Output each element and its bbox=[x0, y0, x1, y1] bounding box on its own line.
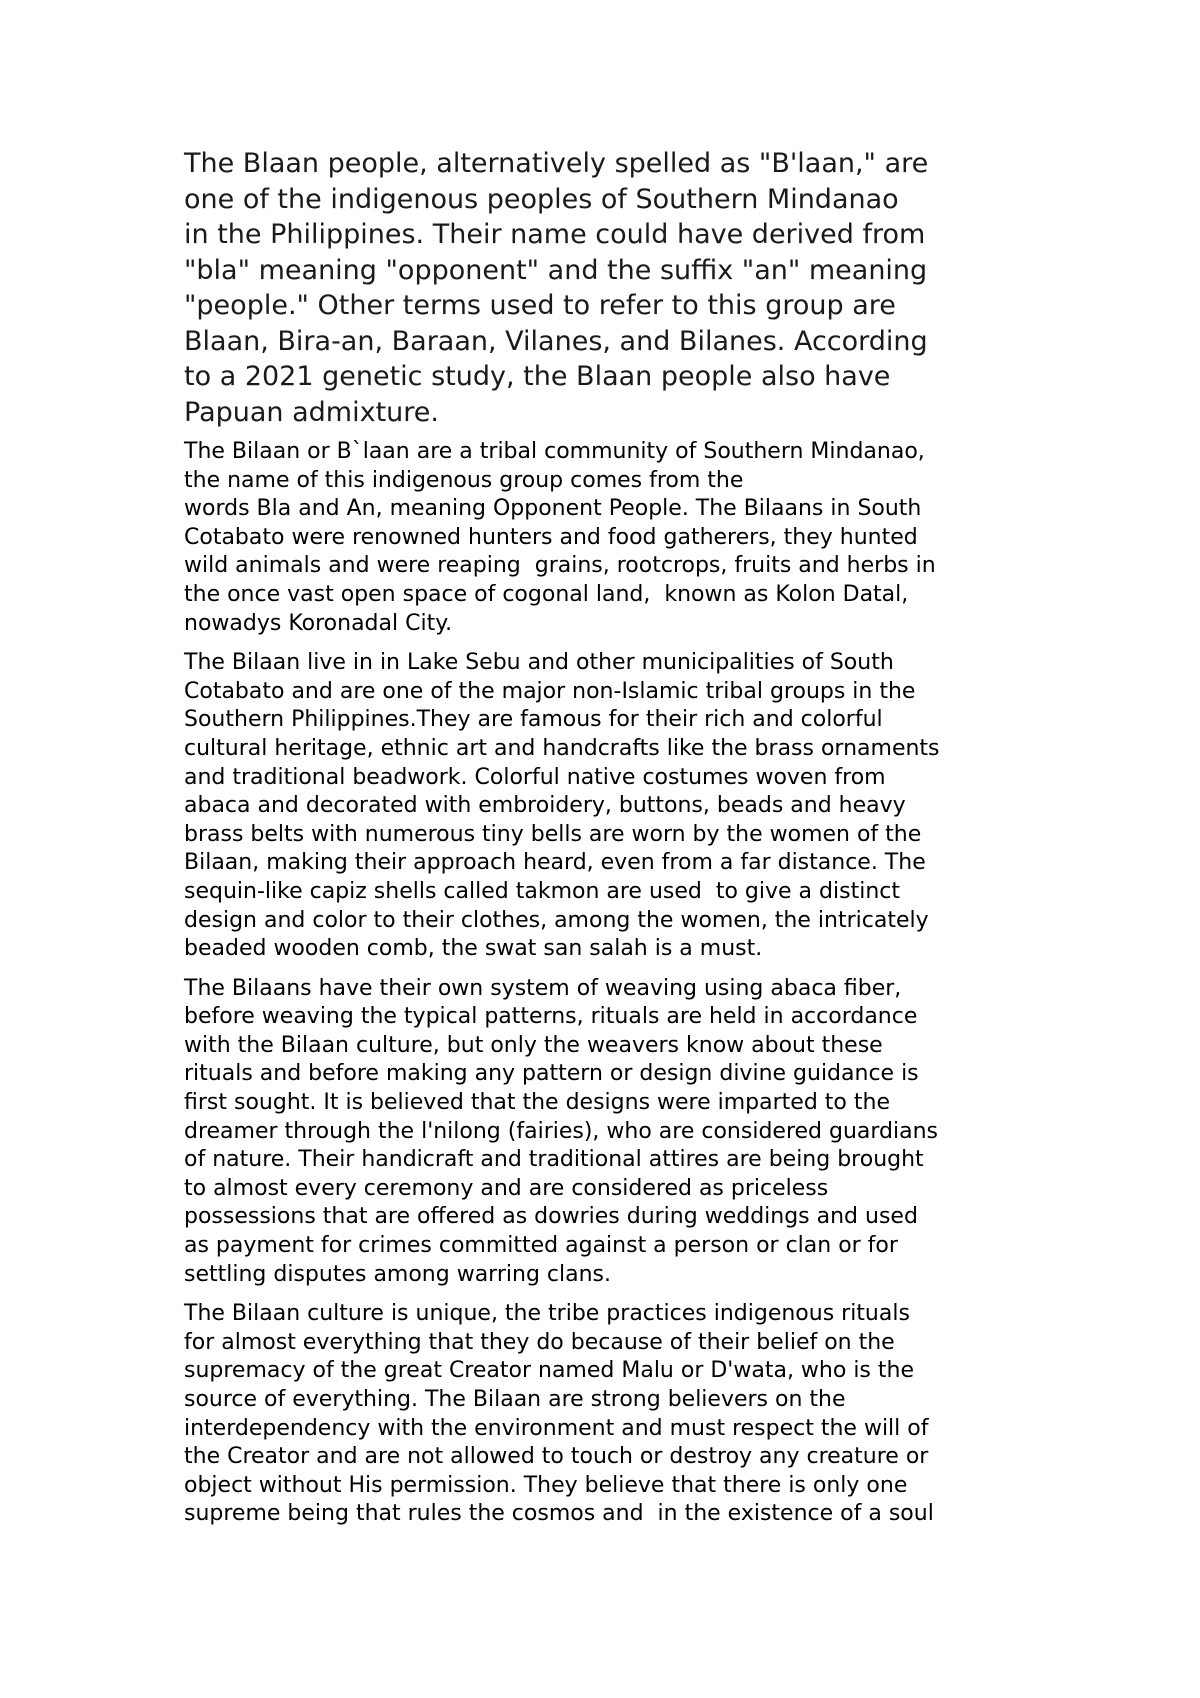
text-line: wild animals and were reaping grains, rootcrops, fruits and herbs in bbox=[184, 553, 936, 579]
intro-line: Papuan admixture. bbox=[184, 396, 439, 428]
text-line: beaded wooden comb, the swat san salah is a must. bbox=[184, 936, 763, 962]
intro-line: "people." Other terms used to refer to this group are bbox=[184, 290, 896, 321]
text-line: words Bla and An, meaning Opponent People. The Bilaans in South bbox=[184, 496, 922, 522]
text-line: interdependency with the environment and must respect the will of bbox=[184, 1415, 929, 1441]
text-line: Cotabato were renowned hunters and food gatherers, they hunted bbox=[184, 524, 918, 550]
text-line: sequin-like capiz shells called takmon are used to give a distinct bbox=[184, 878, 900, 904]
intro-line: Blaan, Bira-an, Baraan, Vilanes, and Bilanes. According bbox=[184, 325, 928, 357]
text-line: settling disputes among warring clans. bbox=[184, 1261, 611, 1287]
text-line: Southern Philippines.They are famous for their rich and colorful bbox=[184, 707, 883, 733]
text-line: possessions that are offered as dowries during weddings and used bbox=[184, 1204, 918, 1230]
body-paragraph-weaving bbox=[184, 975, 1044, 1290]
intro-line: The Blaan people, alternatively spelled as "B'laan," are bbox=[184, 148, 929, 179]
text-line: The Bilaan culture is unique, the tribe practices indigenous rituals bbox=[184, 1301, 910, 1327]
text-line: abaca and decorated with embroidery, buttons, beads and heavy bbox=[184, 793, 906, 819]
body-paragraph-name-origin bbox=[184, 438, 1044, 638]
text-line: Cotabato and are one of the major non-Islamic tribal groups in the bbox=[184, 678, 916, 704]
text-line: the name of this indigenous group comes from the bbox=[184, 467, 744, 493]
intro-line: one of the indigenous peoples of Southern Mindanao bbox=[184, 183, 899, 215]
text-line: supreme being that rules the cosmos and in the existence of a soul bbox=[184, 1501, 934, 1527]
text-line: to almost every ceremony and are considered as priceless bbox=[184, 1175, 829, 1201]
text-line: The Bilaans have their own system of weaving using abaca fiber, bbox=[184, 975, 902, 1001]
text-line: supremacy of the great Creator named Malu or D'wata, who is the bbox=[184, 1358, 914, 1384]
text-line: The Bilaan live in in Lake Sebu and other municipalities of South bbox=[184, 650, 894, 676]
text-line: as payment for crimes committed against a person or clan or for bbox=[184, 1233, 898, 1259]
document-body bbox=[184, 146, 1044, 1540]
body-paragraph-beliefs bbox=[184, 1300, 1044, 1529]
text-line: with the Bilaan culture, but only the weavers know about these bbox=[184, 1032, 883, 1058]
intro-line: to a 2021 genetic study, the Blaan people also have bbox=[184, 361, 891, 392]
text-line: object without His permission. They believe that there is only one bbox=[184, 1472, 908, 1498]
text-line: first sought. It is believed that the designs were imparted to the bbox=[184, 1090, 890, 1116]
text-line: and traditional beadwork. Colorful native costumes woven from bbox=[184, 764, 886, 790]
intro-line: "bla" meaning "opponent" and the suffix "an" meaning bbox=[184, 254, 928, 286]
text-line: nowadys Koronadal City. bbox=[184, 610, 453, 636]
text-line: cultural heritage, ethnic art and handcrafts like the brass ornaments bbox=[184, 735, 940, 761]
text-line: The Bilaan or B`laan are a tribal community of Southern Mindanao, bbox=[184, 439, 925, 464]
text-line: the once vast open space of cogonal land, known as Kolon Datal, bbox=[184, 581, 909, 607]
text-line: rituals and before making any pattern or design divine guidance is bbox=[184, 1061, 919, 1087]
text-line: of nature. Their handicraft and traditional attires are being brought bbox=[184, 1147, 924, 1173]
text-line: for almost everything that they do because of their belief on the bbox=[184, 1329, 895, 1355]
text-line: brass belts with numerous tiny bells are worn by the women of the bbox=[184, 821, 922, 847]
intro-paragraph bbox=[184, 146, 1044, 430]
text-line: the Creator and are not allowed to touch or destroy any creature or bbox=[184, 1444, 929, 1470]
text-line: source of everything. The Bilaan are strong believers on the bbox=[184, 1387, 846, 1412]
intro-line: in the Philippines. Their name could have derived from bbox=[184, 219, 926, 250]
text-line: Bilaan, making their approach heard, even from a far distance. The bbox=[184, 850, 926, 876]
text-line: before weaving the typical patterns, rituals are held in accordance bbox=[184, 1004, 918, 1030]
body-paragraph-heritage bbox=[184, 649, 1044, 964]
text-line: dreamer through the l'nilong (fairies), who are considered guardians bbox=[184, 1118, 939, 1144]
text-line: design and color to their clothes, among the women, the intricately bbox=[184, 907, 929, 933]
